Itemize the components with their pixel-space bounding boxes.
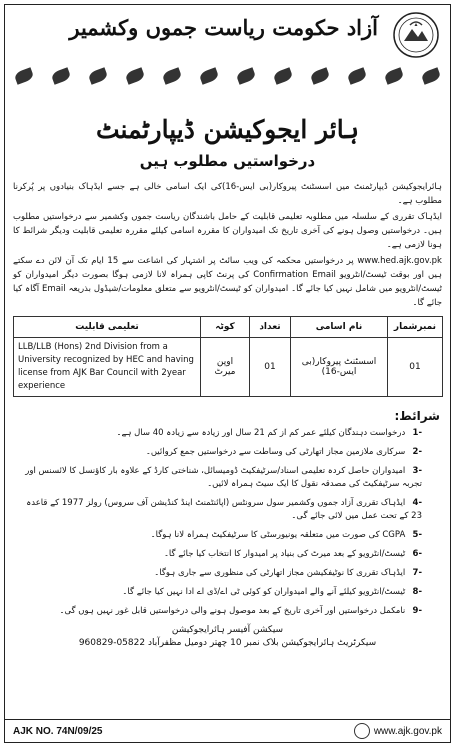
condition-number: -3: [412, 466, 422, 476]
condition-number: -9: [412, 606, 422, 616]
header-quota: کوٹہ: [201, 317, 250, 338]
condition-item: [15, 497, 422, 523]
condition-text: نامکمل درخواستیں اور آخری تاریخ کے بعد موصول ہونے والی درخواستیں قابل غور نہیں ہوں گی۔: [59, 606, 406, 616]
conditions-list: [15, 427, 440, 618]
ajk-reference-number: AJK NO. 74N/09/25: [13, 725, 103, 737]
cell-qualification: LLB/LLB (Hons) 2nd Division from a University recognized by HEC and having license from AJK Bar Council with 2year experience: [14, 338, 201, 397]
condition-text: درخواست دہندگان کیلئے عمر کم از کم 21 سال اور زیادہ سے زیادہ 40 سال ہے۔: [116, 428, 406, 438]
body-paragraph: ہائرایجوکیشن ڈیپارٹمنٹ میں اسسٹنٹ پیروکار(بی ایس-16)کی ایک اسامی خالی ہے جسے ایڈہاک بنیادوں پر پُرکرنا مطلوب ہے۔: [13, 182, 442, 206]
chinar-leaf-icon: [198, 67, 219, 84]
condition-item: [15, 529, 422, 542]
body-paragraph: ایڈہاک تقرری کے سلسلہ میں مطلوبہ تعلیمی قابلیت کے حامل باشندگان ریاست جموں وکشمیر سے درخواستیں مطلوب ہیں۔ درخواستیں وصول ہونے کی آخری تاریخ تک امیدواران کا مقررہ اسامی کیلئے مقررہ تعلیمی قابلیت ودیگر شرائط کا ہونا لازمی ہے۔: [13, 212, 442, 250]
applications-required-subtitle: درخواستیں مطلوب ہیں: [139, 152, 316, 170]
cell-post: اسسٹنٹ پیروکار(بی ایس-16): [291, 338, 388, 397]
condition-number: -7: [412, 568, 422, 578]
condition-text: ایڈہاک تقرری کا نوٹیفکیشن مجاز اتھارٹی کی منظوری سے جاری ہوگا۔: [154, 568, 406, 578]
condition-number: -8: [412, 587, 422, 597]
header-count: تعداد: [250, 317, 291, 338]
condition-text: ایڈہاک تقرری آزاد جموں وکشمیر سول سرونٹس (اپائنٹمنٹ اینڈ کنڈیشن آف سروس) رولز 1977 کے قاعدہ 23 کے تحت عمل میں لائی جائے گی۔: [26, 498, 422, 521]
table-row: [14, 338, 443, 397]
signature-address: سیکرٹریٹ ہائرایجوکیشن بلاک نمبر 10 چھتر دومیل مظفرآباد 05822-960829: [78, 638, 377, 648]
chinar-leaf-icon: [310, 67, 331, 84]
website-block: [354, 723, 442, 739]
chinar-leaf-icon: [13, 67, 34, 84]
chinar-leaf-icon: [235, 67, 256, 84]
cell-quota: اوپن میرٹ: [201, 338, 250, 397]
posts-table: [13, 316, 443, 397]
government-title: آزاد حکومت ریاست جموں وکشمیر: [69, 15, 378, 40]
header-post: نام اسامی: [291, 317, 388, 338]
condition-item: [15, 605, 422, 618]
chinar-leaf-icon: [347, 67, 368, 84]
conditions-title: شرائط:: [394, 409, 440, 423]
condition-text: ٹیسٹ/انٹرویو کیلئے آنے والے امیدواران کو کوئی ٹی اے/ڈی اے ادا نہیں کیا جائے گا۔: [122, 587, 406, 597]
header-qualification: تعلیمی قابلیت: [14, 317, 201, 338]
chinar-leaf-icon: [50, 67, 71, 84]
condition-text: CGPA کی صورت میں متعلقہ یونیورسٹی کا سرٹیفکیٹ ہمراہ لانا ہوگا۔: [150, 530, 406, 540]
chinar-leaf-icon: [384, 67, 405, 84]
condition-item: [15, 446, 422, 459]
chinar-leaf-icon: [161, 67, 182, 84]
ajk-emblem-icon: [392, 11, 440, 59]
chinar-leaf-icon: [124, 67, 145, 84]
condition-item: [15, 427, 422, 440]
advertisement-page: [4, 4, 451, 743]
footer: [5, 719, 450, 742]
cell-count: 01: [250, 338, 291, 397]
chinar-leaf-icon: [87, 67, 108, 84]
department-title: ہائر ایجوکیشن ڈیپارٹمنٹ: [96, 115, 359, 144]
condition-text: سرکاری ملازمین مجاز اتھارٹی کی وساطت سے درخواستیں جمع کروائیں۔: [145, 447, 406, 457]
condition-item: [15, 586, 422, 599]
website-link[interactable]: www.ajk.gov.pk: [373, 725, 442, 737]
condition-number: -1: [412, 428, 422, 438]
condition-text: امیدواران حاصل کردہ تعلیمی اسناد/سرٹیفکیٹ ڈومیسائل، شناختی کارڈ کے علاوہ بار کاؤنسل کا لائسنس اور تجربہ سرٹیفکیٹ کی مصدقہ نقول کا ایک سیٹ ہمراہ لائیں۔: [25, 466, 422, 489]
ajk-small-emblem-icon: [354, 723, 370, 739]
condition-number: -4: [412, 498, 422, 508]
condition-number: -2: [412, 447, 422, 457]
header-serial: نمبرشمار: [388, 317, 443, 338]
condition-item: [15, 465, 422, 491]
header: [5, 5, 450, 75]
table-header-row: [14, 317, 443, 338]
condition-item: [15, 548, 422, 561]
condition-item: [15, 567, 422, 580]
chinar-leaf-icon: [273, 67, 294, 84]
condition-number: -5: [412, 530, 422, 540]
body-paragraph: www.hed.ajk.gov.pk پر درخواستیں محکمہ کی ویب سائٹ پر اشتہار کی اشاعت سے 15 ایام تک آن لائن دے سکتے ہیں اور بوقت ٹیسٹ/انٹرویو Confirmation Email کی پرنٹ کاپی ہمراہ لانا لازمی ہوگا بصورت دیگر امیدواران کو ٹیسٹ/انٹرویو میں شامل نہیں کیا جائے گا۔ امیدواران کو ٹیسٹ/انٹرویو سے متعلق معلومات/شیڈول بذریعہ Email آگاہ کیا جائے گا۔: [13, 256, 442, 308]
chinar-leaf-band: [5, 65, 450, 87]
condition-number: -6: [412, 549, 422, 559]
cell-serial: 01: [388, 338, 443, 397]
signature-block: [5, 624, 450, 650]
chinar-leaf-icon: [421, 67, 442, 84]
signature-title: سیکشن آفیسر ہائرایجوکیشن: [171, 625, 284, 635]
condition-text: ٹیسٹ/انٹرویو کے بعد میرٹ کی بنیاد پر امیدوار کا انتخاب کیا جائے گا۔: [163, 549, 406, 559]
advertisement-body: [5, 180, 450, 310]
